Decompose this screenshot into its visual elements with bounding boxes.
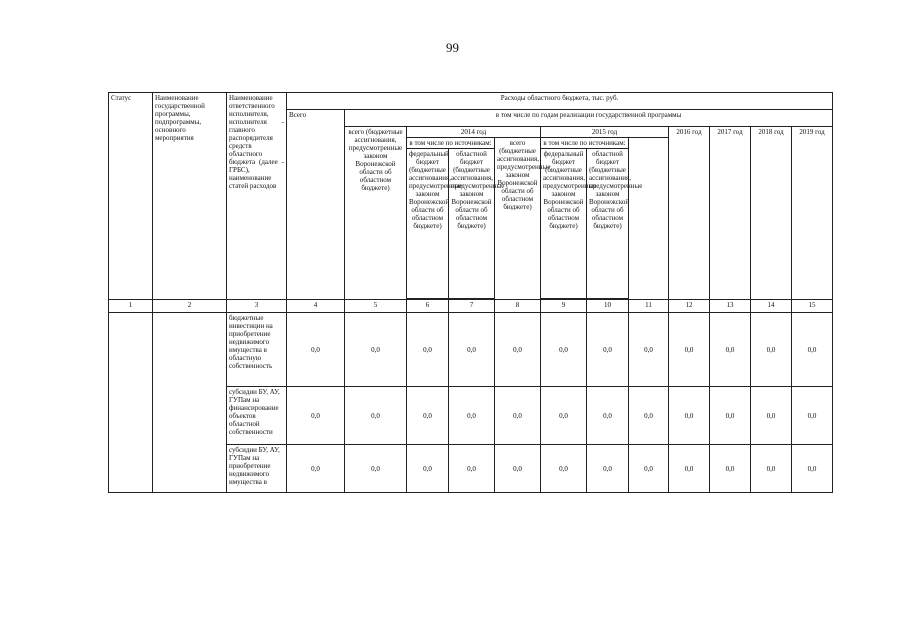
- value-cell: 0,0: [495, 313, 541, 387]
- header-total-2015: всего (бюджетные ассигнования, предусмотренные законом Воронежской области об областном бюджете): [495, 138, 541, 300]
- column-numbers-row: [109, 300, 833, 313]
- value-cell: 0,0: [287, 387, 345, 445]
- header-regional-2015: областной бюджет (бюджетные ассигнования, предусмотренные законом Воронежской области об областном бюджете): [587, 149, 629, 299]
- value-cell: 0,0: [710, 445, 751, 493]
- header-expenses-title: Расходы областного бюджета, тыс. руб.: [287, 93, 833, 110]
- value-cell: 0,0: [629, 313, 669, 387]
- column-number: 2: [153, 300, 227, 313]
- header-year-2018: 2018 год: [751, 127, 792, 300]
- header-total: Всего: [287, 110, 345, 300]
- header-year-2015: 2015 год: [541, 127, 669, 138]
- column-number: 4: [287, 300, 345, 313]
- value-cell: 0,0: [792, 387, 833, 445]
- header-year-2019: 2019 год: [792, 127, 833, 300]
- value-cell: 0,0: [669, 445, 710, 493]
- column-number: 7: [449, 300, 495, 313]
- value-cell: 0,0: [541, 387, 587, 445]
- header-year-2016: 2016 год: [669, 127, 710, 300]
- value-cell: 0,0: [751, 387, 792, 445]
- row-name: субсидии БУ, АУ, ГУПам на приобретение недвижимого имущества в: [227, 445, 287, 493]
- budget-table: [108, 92, 833, 493]
- value-cell: 0,0: [587, 387, 629, 445]
- header-sources-2014: в том числе по источникам:: [407, 138, 495, 149]
- value-cell: 0,0: [407, 445, 449, 493]
- column-number: 11: [629, 300, 669, 313]
- column-number: 13: [710, 300, 751, 313]
- header-status: Статус: [109, 93, 153, 300]
- header-year-2014: 2014 год: [407, 127, 541, 138]
- value-cell: 0,0: [287, 313, 345, 387]
- value-cell: 0,0: [629, 445, 669, 493]
- value-cell: 0,0: [407, 387, 449, 445]
- column-number: 5: [345, 300, 407, 313]
- value-cell: 0,0: [345, 313, 407, 387]
- header-federal-2015: федеральный бюджет (бюджетные ассигнования, предусмотренные законом Воронежской области об областном бюджете): [541, 149, 587, 299]
- page-number: 99: [446, 40, 459, 55]
- value-cell: 0,0: [495, 445, 541, 493]
- column-number: 8: [495, 300, 541, 313]
- value-cell: 0,0: [407, 313, 449, 387]
- value-cell: 0,0: [587, 445, 629, 493]
- column-number: 15: [792, 300, 833, 313]
- value-cell: 0,0: [792, 313, 833, 387]
- column-number: 1: [109, 300, 153, 313]
- value-cell: 0,0: [587, 313, 629, 387]
- value-cell: 0,0: [629, 387, 669, 445]
- program-cell: [153, 313, 227, 493]
- status-cell: [109, 313, 153, 493]
- value-cell: 0,0: [710, 387, 751, 445]
- value-cell: 0,0: [345, 387, 407, 445]
- value-cell: 0,0: [449, 313, 495, 387]
- value-cell: 0,0: [541, 445, 587, 493]
- column-number: 6: [407, 300, 449, 313]
- value-cell: 0,0: [541, 313, 587, 387]
- header-sources-2015: в том числе по источникам:: [541, 138, 629, 149]
- row-name: бюджетные инвестиции на приобретение недвижимого имущества в областную собственность: [227, 313, 287, 387]
- value-cell: 0,0: [792, 445, 833, 493]
- column-number: 12: [669, 300, 710, 313]
- value-cell: 0,0: [669, 313, 710, 387]
- value-cell: 0,0: [751, 313, 792, 387]
- column-number: 9: [541, 300, 587, 313]
- header-executor: Наименование ответственного исполнителя, исполнителя - главного распорядителя средств областного бюджета (далее - ГРБС), наименование статей расходов: [227, 93, 287, 300]
- header-by-years: в том числе по годам реализации государственной программы: [345, 110, 833, 127]
- header-program-name: Наименование государственной программы, подпрограммы, основного мероприятия: [153, 93, 227, 300]
- header-federal-2014: федеральный бюджет (бюджетные ассигнования, предусмотренные законом Воронежской области об областном бюджете): [407, 149, 449, 299]
- value-cell: 0,0: [449, 387, 495, 445]
- header-regional-2014: областной бюджет (бюджетные ассигнования, предусмотренные законом Воронежской области об областном бюджете): [449, 149, 495, 299]
- column-number: 3: [227, 300, 287, 313]
- header-year-2017: 2017 год: [710, 127, 751, 300]
- column-number: 14: [751, 300, 792, 313]
- row-name: субсидии БУ, АУ, ГУПам на финансирование объектов областной собственности: [227, 387, 287, 445]
- value-cell: 0,0: [449, 445, 495, 493]
- table-row: [109, 313, 833, 387]
- value-cell: 0,0: [710, 313, 751, 387]
- column-number: 10: [587, 300, 629, 313]
- value-cell: 0,0: [345, 445, 407, 493]
- value-cell: 0,0: [287, 445, 345, 493]
- header-total-budget: всего (бюджетные ассигнования, предусмотренные законом Воронежской области об областном бюджете): [345, 127, 407, 300]
- value-cell: 0,0: [751, 445, 792, 493]
- value-cell: 0,0: [495, 387, 541, 445]
- value-cell: 0,0: [669, 387, 710, 445]
